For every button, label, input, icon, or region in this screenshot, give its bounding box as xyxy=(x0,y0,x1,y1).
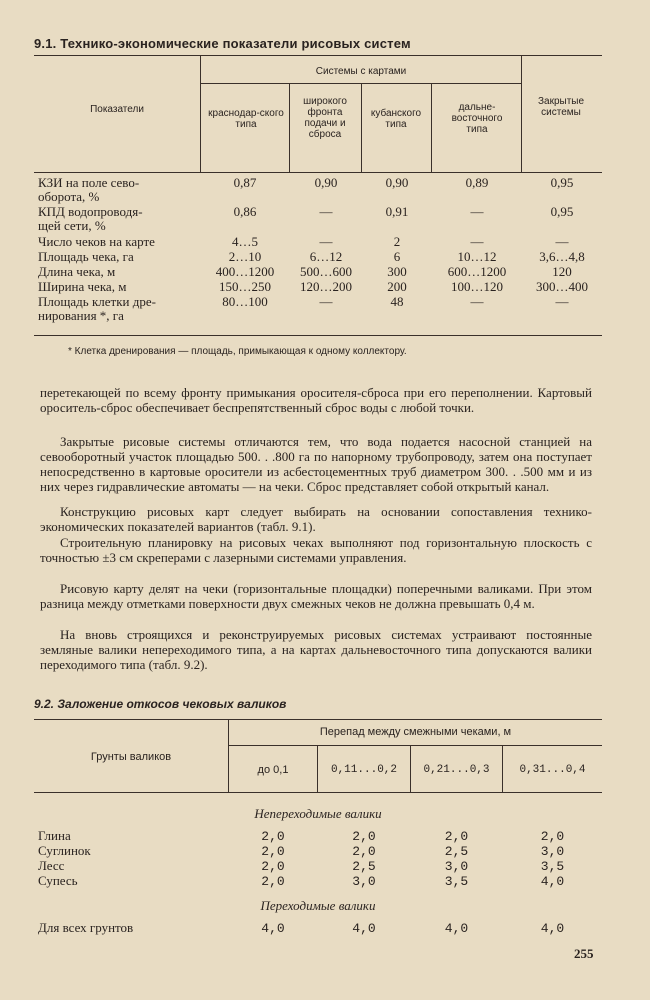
cell: 4,0 xyxy=(540,921,565,936)
row-label: Для всех грунтов xyxy=(38,920,134,935)
cell: 0,87 xyxy=(233,175,257,190)
table-1-title: 9.1. Технико-экономические показатели рисовых систем xyxy=(34,36,411,51)
section-passable: Переходимые валики xyxy=(260,898,376,913)
paragraph: Строительную планировку на рисовых чеках выполняют под горизонтальную плоскость с точностью ±3 см скреперами с лазерными системами управления. xyxy=(40,535,592,565)
table-1-header-rule xyxy=(34,172,602,173)
cell: — xyxy=(319,294,333,309)
row-label: Площадь чека, га xyxy=(38,249,134,264)
cell: 120 xyxy=(552,264,572,279)
cell: 3,5 xyxy=(444,874,469,889)
cell: 3,0 xyxy=(444,859,469,874)
cell: 600…1200 xyxy=(447,264,507,279)
cell: 48 xyxy=(390,294,404,309)
row-label: КЗИ на поле сево- оборота, % xyxy=(38,175,140,204)
table-2-title: 9.2. Заложение откосов чековых валиков xyxy=(34,697,287,711)
paragraph: Закрытые рисовые системы отличаются тем, что вода подается насосной станцией на севооборотный участок площадью 500. . .800 га по напорному трубопроводу, затем она поступает непосредственно в картовые оросители из асбестоцементных труб диаметром 300. . .500 мм и из них через гидравлические автоматы — на чеки. Сброс представляет собой открытый канал. xyxy=(40,434,592,494)
row-label: Супесь xyxy=(38,873,78,888)
cell: 400…1200 xyxy=(215,264,275,279)
header-diff-1: до 0,1 xyxy=(257,764,289,776)
cell: 2,0 xyxy=(540,829,565,844)
header-diff-4: 0,31...0,4 xyxy=(519,764,586,776)
cell: — xyxy=(470,204,484,219)
cell: 2 xyxy=(393,234,401,249)
row-label: КПД водопроводя- щей сети, % xyxy=(38,204,143,233)
row-label: Число чеков на карте xyxy=(38,234,155,249)
cell: 2,5 xyxy=(444,844,469,859)
cell: 100…120 xyxy=(451,279,503,294)
cell: 2…10 xyxy=(228,249,262,264)
paragraph: Конструкцию рисовых карт следует выбирать на основании сопоставления технико-экономических показателей вариантов (табл. 9.1). xyxy=(40,504,592,534)
cell: 0,95 xyxy=(550,175,574,190)
cell: 2,0 xyxy=(352,844,376,859)
cell: 80…100 xyxy=(222,294,268,309)
table-2-header-rule xyxy=(34,792,602,793)
cell: 4,0 xyxy=(444,921,469,936)
cell: — xyxy=(470,234,484,249)
header-col-1: краснодар-ского типа xyxy=(208,108,284,130)
cell: 0,91 xyxy=(385,204,409,219)
table-1-divider xyxy=(431,84,432,172)
cell: 4,0 xyxy=(540,874,565,889)
cell: 0,95 xyxy=(550,204,574,219)
row-label: Суглинок xyxy=(38,843,91,858)
cell: 0,86 xyxy=(233,204,257,219)
table-2-top-rule xyxy=(34,719,602,720)
header-indicators: Показатели xyxy=(90,104,144,115)
header-diff-2: 0,11...0,2 xyxy=(330,764,397,776)
cell: — xyxy=(555,294,569,309)
header-soils: Грунты валиков xyxy=(90,751,172,763)
cell: 4,0 xyxy=(261,921,285,936)
table-1-divider xyxy=(289,84,290,172)
cell: 3,0 xyxy=(540,844,565,859)
cell: — xyxy=(319,204,333,219)
header-group-diff: Перепад между смежными чеками, м xyxy=(319,726,512,738)
cell: 4…5 xyxy=(232,234,258,249)
cell: 2,0 xyxy=(261,874,285,889)
table-1-bottom-rule xyxy=(34,335,602,336)
cell: — xyxy=(555,234,569,249)
cell: 3,5 xyxy=(540,859,565,874)
header-diff-3: 0,21...0,3 xyxy=(423,764,490,776)
row-label: Лесс xyxy=(38,858,65,873)
cell: 0,90 xyxy=(385,175,409,190)
table-1-top-rule xyxy=(34,55,602,56)
row-label: Площадь клетки дре- нирования *, га xyxy=(38,294,156,323)
cell: 300…400 xyxy=(536,279,588,294)
cell: — xyxy=(319,234,333,249)
paragraph: Рисовую карту делят на чеки (горизонтальные площадки) поперечными валиками. При этом разница между отметками поверхности двух смежных чеков не должна превышать 0,4 м. xyxy=(40,581,592,611)
row-label: Ширина чека, м xyxy=(38,279,127,294)
cell: 2,0 xyxy=(261,829,285,844)
cell: 4,0 xyxy=(352,921,376,936)
row-label: Длина чека, м xyxy=(38,264,116,279)
cell: 2,0 xyxy=(444,829,469,844)
header-group: Системы с картами xyxy=(315,66,407,77)
cell: 200 xyxy=(387,279,407,294)
cell: 3,6…4,8 xyxy=(539,249,585,264)
cell: 3,0 xyxy=(352,874,376,889)
cell: — xyxy=(470,294,484,309)
cell: 6 xyxy=(393,249,401,264)
cell: 300 xyxy=(387,264,407,279)
cell: 2,5 xyxy=(352,859,376,874)
header-col-2: широкого фронта подачи и сброса xyxy=(303,96,347,140)
cell: 2,0 xyxy=(352,829,376,844)
cell: 2,0 xyxy=(261,859,285,874)
header-col-4: дальне-восточного типа xyxy=(451,102,503,135)
page-number: 255 xyxy=(574,946,594,961)
cell: 2,0 xyxy=(261,844,285,859)
cell: 150…250 xyxy=(219,279,271,294)
section-non-passable: Непереходимые валики xyxy=(254,806,382,821)
cell: 6…12 xyxy=(309,249,343,264)
cell: 500…600 xyxy=(300,264,352,279)
cell: 10…12 xyxy=(457,249,497,264)
paragraph: На вновь строящихся и реконструируемых рисовых системах устраивают постоянные земляные валики непереходимого типа, а на картах дальневосточного типа допускаются валики переходимого типа (табл. 9.2). xyxy=(40,627,592,672)
cell: 120…200 xyxy=(300,279,352,294)
paragraph: перетекающей по всему фронту примыкания оросителя-сброса при его переполнении. Картовый ороситель-сброс обеспечивает беспрепятственный сброс воды с любой точки. xyxy=(40,385,592,415)
table-2-group-rule xyxy=(229,745,602,746)
table-1-footnote: * Клетка дренирования — площадь, примыкающая к одному коллектору. xyxy=(68,346,407,357)
header-col-5: Закрытые системы xyxy=(537,96,585,118)
cell: 0,89 xyxy=(465,175,489,190)
header-col-3: кубанского типа xyxy=(370,108,422,130)
cell: 0,90 xyxy=(314,175,338,190)
row-label: Глина xyxy=(38,828,71,843)
